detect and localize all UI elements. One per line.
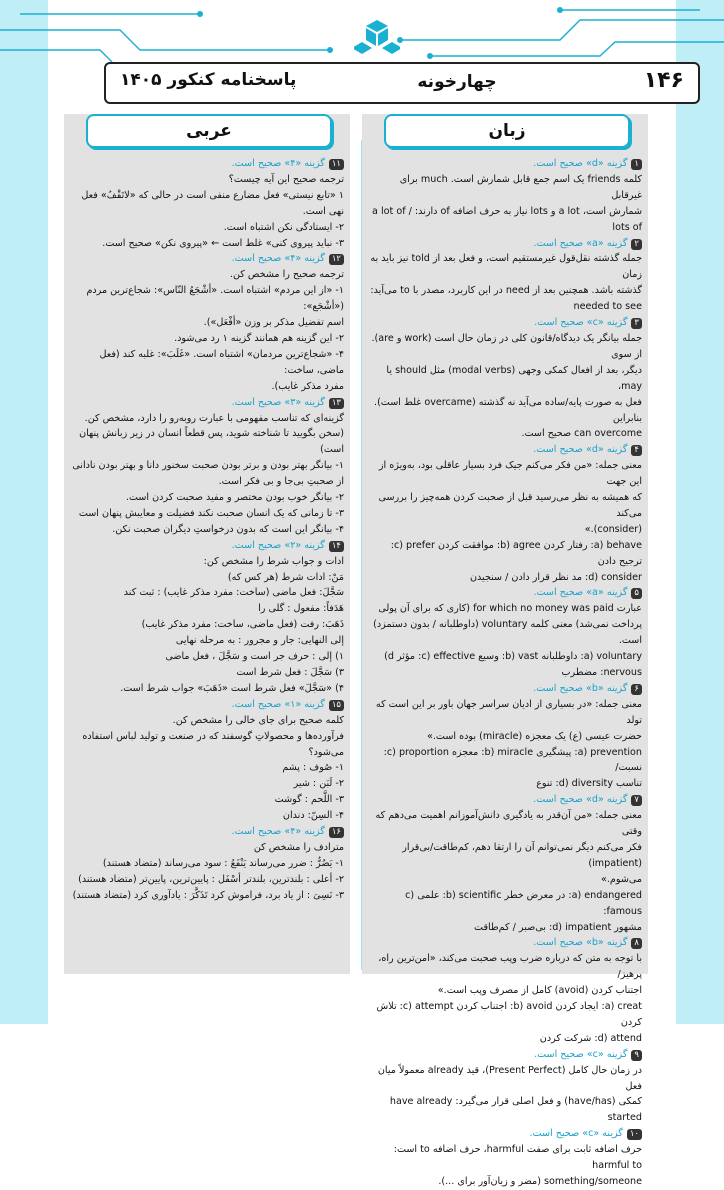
correct-option-text: گزینه «۳» صحیح است. — [231, 396, 325, 408]
explanation-line: a) behave: رفتار کردن b) agree: موافقت کردن c) prefer: ترجیح دادن — [390, 539, 642, 567]
explanation-line: است) — [320, 444, 344, 456]
answer-block — [70, 395, 344, 538]
explanation-line: فرآورده‌ها و محصولاتِ گوسفند که در صنعت و تولید لباس استفاده می‌شود؟ — [82, 730, 344, 758]
correct-option-text: گزینه «۴» صحیح است. — [231, 253, 325, 265]
explanation-line: فکر می‌کنم دیگر نمی‌توانم آن را ارتقا دهم، کم‌طاقت/بی‌قرار (impatient) — [402, 841, 642, 869]
correct-option-text: گزینه «c» صحیح است. — [534, 317, 628, 329]
explanation-line: سَجَّلَ: فعل ماضی (ساخت: مفرد مذکر غایب) : ثبت کند — [123, 587, 344, 599]
explanation-line: needed to see — [573, 301, 642, 313]
correct-option-text: گزینه «b» صحیح است. — [533, 682, 628, 694]
explanation-line: مَنْ: ادات شرط (هر کس که) — [227, 571, 344, 583]
explanation-line: مشهور d) impatient: بی‌صبر / کم‌طاقت — [474, 921, 642, 933]
answer-heading — [70, 251, 344, 267]
question-number-badge: ۱۲ — [329, 254, 344, 265]
explanation-line: عبارت for which no money was paid (کاری که برای آن پولی — [378, 603, 642, 615]
correct-option-text: گزینه «۴» صحیح است. — [231, 826, 325, 838]
answer-block — [368, 236, 642, 316]
cube-logo-icon — [354, 18, 400, 64]
header-subtitle: پاسخنامه کنکور ۱۴۰۵ — [120, 70, 297, 90]
explanation-line: که همیشه به نظر می‌رسید قبل از صحبت کردن همه‌چیز را بررسی می‌کند — [378, 492, 642, 519]
correct-option-text: گزینه «۲» صحیح است. — [231, 539, 325, 551]
explanation-line: ۳- تا زمانی که یک انسان صحبت نکند فضیلت و معایبش پنهان است — [78, 507, 344, 519]
question-number-badge: ۲ — [631, 239, 642, 250]
answer-heading — [70, 697, 344, 713]
explanation-line: ۳- اللَّحم : گوشت — [274, 794, 344, 806]
answer-heading — [368, 585, 642, 601]
correct-option-text: گزینه «۴» صحیح است. — [231, 158, 325, 169]
explanation-line: جمله گذشته نقل‌قول غیرمستقیم است، و فعل بعد از told نیز باید به زمان — [370, 253, 642, 281]
answer-heading — [70, 156, 344, 172]
explanation-line: نهی است. — [302, 205, 344, 217]
explanation-line: ۱ «تابع نیستی» فعل مضارع منفی است در حالی که «لاتَقْفُ» فعل — [81, 189, 344, 201]
answer-heading — [368, 1047, 642, 1063]
explanation-line: معنی جمله: «من فکر می‌کنم جیک فرد بسیار عاقلی بود، به‌ویژه از این جهت — [378, 460, 642, 488]
answer-heading — [368, 236, 642, 252]
brand-name: چهارخونه — [417, 72, 497, 92]
answer-heading — [368, 792, 642, 808]
answer-block — [368, 315, 642, 442]
answer-block — [368, 1126, 642, 1190]
answer-heading — [368, 935, 642, 951]
explanation-line: ترجمه صحیح این آیه چیست؟ — [228, 173, 344, 185]
explanation-line: (consider).» — [584, 523, 642, 535]
explanation-line: کلمه صحیح برای جای خالی را مشخص کن. — [172, 714, 344, 726]
explanation-line: تناسب d) diversity: تنوع — [536, 778, 642, 790]
explanation-line: اسم تفضیل مذکر بر وزن «أفْعَل»). — [203, 317, 344, 329]
left-side-band — [0, 0, 48, 1024]
explanation-line: حرف اضافه ثابت برای صفت harmful، حرف اضافه to است: harmful to — [393, 1144, 642, 1172]
explanation-line: گزینه‌ای که تناسب مفهومی با عبارت روبه‌رو را دارد، مشخص کن. — [84, 412, 344, 424]
explanation-line: ادات و جواب شرط را مشخص کن: — [203, 555, 344, 567]
page-number: ۱۴۶ — [643, 68, 684, 93]
question-number-badge: ۱ — [631, 159, 642, 170]
explanation-line: ۱- یَضُرُّ : ضرر می‌رساند یَنْفَعُ : سود می‌رساند (متضاد هستند) — [102, 857, 344, 869]
correct-option-text: گزینه «c» صحیح است. — [534, 1048, 628, 1060]
explanation-line: دیگر، بعد از افعال کمکی وجهی (modal verbs) مثل should یا may، — [386, 364, 642, 392]
explanation-line: something/someone (مضر و زیان‌آور برای ...). — [438, 1176, 642, 1187]
explanation-line: ۲- ایستادگی نکن اشتباه است. — [223, 221, 344, 233]
right-side-band — [676, 0, 724, 1024]
answer-heading — [368, 156, 642, 172]
explanation-line: می‌شوم.» — [601, 873, 642, 885]
question-number-badge: ۱۰ — [627, 1129, 642, 1140]
explanation-line: ۴- بیانگر این است که بدون درخواستِ دیگران صحبت نکن. — [112, 523, 344, 535]
explanation-line: ۴- «شجاع‌ترین مردمان» اشتباه است. «غَلَبَ»: غلبه کند (فعل ماضی، ساخت: — [99, 348, 344, 376]
answer-block — [70, 251, 344, 394]
english-column — [362, 114, 648, 1187]
explanation-line: (سخن بگویید تا شناخته شوید، پس قطعاً انسان در زیر زبانش پنهان — [79, 428, 344, 440]
explanation-line: nervous: مضطرب — [561, 667, 642, 678]
explanation-line: ۴) «سَجَّلَ» فعل شرط است «ذَهَبَ» جواب شرط است. — [120, 682, 344, 694]
answer-block — [368, 681, 642, 792]
english-answers — [368, 156, 642, 1190]
correct-option-text: گزینه «a» صحیح است. — [533, 237, 628, 249]
question-number-badge: ۱۳ — [329, 398, 344, 409]
question-number-badge: ۴ — [631, 445, 642, 456]
explanation-line: ۳- نباید پیروی کنی» غلط است ← «پیروی نکن» صحیح است. — [102, 237, 344, 249]
explanation-line: a) creat: ایجاد کردن b) avoid: اجتناب کردن c) attempt: تلاش کردن — [376, 1001, 642, 1028]
answer-block — [368, 156, 642, 236]
explanation-line: با توجه به متن که درباره ضرب وپب صحبت می‌کند، «امن‌ترین راه، پرهیز/ — [378, 953, 642, 981]
explanation-line: ۳) سَجَّلَ : فعل شرط است — [236, 667, 344, 678]
explanation-line: إلی النهایی: جار و مجرور : به مرحله نهایی — [175, 635, 344, 647]
explanation-line: ۳- نَسِیَ : از یاد برد، فراموش کرد تَذَکَّرَ : یادآوری کرد (متضاد هستند) — [72, 889, 344, 901]
explanation-line: حضرت عیسی (ع) یک معجزه (miracle) بوده است.» — [427, 730, 642, 742]
explanation-line: a) endangered: در معرض خطر b) scientific: علمی c) famous: — [405, 889, 642, 917]
explanation-line: فعل به صورت پایه/ساده می‌آید نه گذشته (overcame غلط است). بنابراین — [374, 396, 642, 424]
correct-option-text: گزینه «c» صحیح است. — [529, 1128, 623, 1140]
explanation-line: معنی جمله: «من آن‌قدر به یادگیری دانش‌آموزانم اهمیت می‌دهم که وقتی — [375, 810, 642, 838]
answer-block — [70, 824, 344, 904]
explanation-line: ۱- بیانگر بهتر بودن و برتر بودن صحبت سخنور دانا و بهتر بودن نادانی — [72, 460, 344, 472]
correct-option-text: گزینه «b» صحیح است. — [533, 937, 628, 949]
answer-block — [70, 156, 344, 251]
answer-heading — [70, 538, 344, 554]
answer-heading — [368, 681, 642, 697]
explanation-line: ۱- صُوف : پشم — [282, 762, 344, 774]
arabic-column — [64, 114, 350, 974]
explanation-line: کمکی (have/has) و فعل اصلی قرار می‌گیرد: have already started — [389, 1096, 642, 1124]
explanation-line: ۱) إلی : حرف جر است و سَجَّلَ ، فعل ماضی — [165, 651, 344, 663]
explanation-line: ترجمه صحیح را مشخص کن. — [229, 269, 344, 281]
answer-heading — [368, 1126, 642, 1142]
arabic-section-title: عربی — [86, 114, 332, 148]
explanation-line: can overcome صحیح است. — [521, 428, 642, 440]
explanation-line: مترادف را مشخص کن — [253, 841, 344, 853]
answer-block — [70, 697, 344, 824]
explanation-line: a) prevention: پیشگیری b) miracle: معجزه c) proportion: نسبت/ — [383, 746, 642, 774]
explanation-line: پرداخت نمی‌شد) معنی کلمه voluntary (داوطلبانه / بدون دستمزد) است. — [373, 619, 642, 647]
explanation-line: ۲- بیانگر خوب بودن مختصر و مفید صحبت کردن است. — [125, 492, 344, 504]
question-number-badge: ۵ — [631, 588, 642, 599]
question-number-badge: ۱۴ — [329, 541, 344, 552]
answer-block — [368, 585, 642, 680]
explanation-line: مفرد مذکر غایب). — [271, 380, 344, 392]
explanation-line: کلمه friends یک اسم جمع قابل شمارش است. much برای غیرقابل — [399, 173, 642, 201]
explanation-line: اجتناب کردن (avoid) کامل از مصرف وپب است.» — [437, 985, 642, 997]
explanation-line: ۱- «از این مردم» اشتباه است. «أشْجَعُ النّاس»: شجاع‌ترین مردم («أشْجَع»: — [86, 285, 344, 313]
question-number-badge: ۱۵ — [329, 700, 344, 711]
answer-block — [70, 538, 344, 697]
question-number-badge: ۱۶ — [329, 827, 344, 838]
explanation-line: ۴- السِنّ: دندان — [282, 810, 344, 822]
explanation-line: ذَهَبَ: رفت (فعل ماضی، ساخت: مفرد مذکر غایب) — [141, 619, 344, 631]
answer-block — [368, 935, 642, 1046]
correct-option-text: گزینه «d» صحیح است. — [533, 794, 628, 806]
explanation-line: هَدَفاً: مفعول : گلی را — [258, 603, 344, 615]
answer-heading — [70, 824, 344, 840]
answer-block — [368, 442, 642, 585]
answer-heading — [368, 315, 642, 331]
explanation-line: d) consider: مد نظر قرار دادن / سنجیدن — [469, 571, 642, 583]
explanation-line: گذشته باشد. همچنین بعد از need در این کاربرد، مصدر با to می‌آید: — [370, 285, 642, 297]
explanation-line: d) attend: شرکت کردن — [539, 1032, 642, 1044]
explanation-line: شمارش است، a lot و lots نیاز به حرف اضافه of دارند: a lot of / lots of — [372, 205, 642, 233]
correct-option-text: گزینه «d» صحیح است. — [533, 444, 628, 456]
answer-block — [368, 792, 642, 935]
answer-heading — [70, 395, 344, 411]
explanation-line: ۲- لَبَن : شیر — [293, 778, 344, 790]
explanation-line: ۲- این گزینه هم همانند گزینه ۱ رد می‌شود. — [174, 332, 344, 344]
question-number-badge: ۸ — [631, 938, 642, 949]
header-bar — [104, 62, 700, 104]
question-number-badge: ۳ — [631, 318, 642, 329]
explanation-line: در زمان حال کامل (Present Perfect)، قید already معمولاً میان فعل — [377, 1064, 642, 1092]
correct-option-text: گزینه «۱» صحیح است. — [231, 698, 325, 710]
english-section-title: زبان — [384, 114, 630, 148]
correct-option-text: گزینه «a» صحیح است. — [533, 587, 628, 599]
explanation-line: a) voluntary: داوطلبانه b) vast: وسیع c) effective: مؤثر d) — [384, 651, 642, 663]
explanation-line: از صحبتِ بی‌جا و بی فکر است. — [218, 476, 344, 488]
answer-block — [368, 1047, 642, 1127]
question-number-badge: ۷ — [631, 795, 642, 806]
page-header — [0, 0, 724, 110]
explanation-line: جمله بیانگر یک دیدگاه/قانون کلی در زمان حال است (work و are). از سوی — [371, 332, 642, 360]
arabic-answers — [70, 156, 344, 904]
question-number-badge: ۱۱ — [329, 159, 344, 170]
explanation-line: معنی جمله: «در بسیاری از ادیان سراسر جهان باور بر این است که تولد — [375, 698, 642, 726]
answer-heading — [368, 442, 642, 458]
explanation-line: ۲- أعلی : بلندترین، بلندتر أسْفَل : پایین‌ترین، پایین‌تر (متضاد هستند) — [78, 873, 344, 885]
correct-option-text: گزینه «d» صحیح است. — [533, 158, 628, 169]
question-number-badge: ۹ — [631, 1050, 642, 1061]
question-number-badge: ۶ — [631, 684, 642, 695]
